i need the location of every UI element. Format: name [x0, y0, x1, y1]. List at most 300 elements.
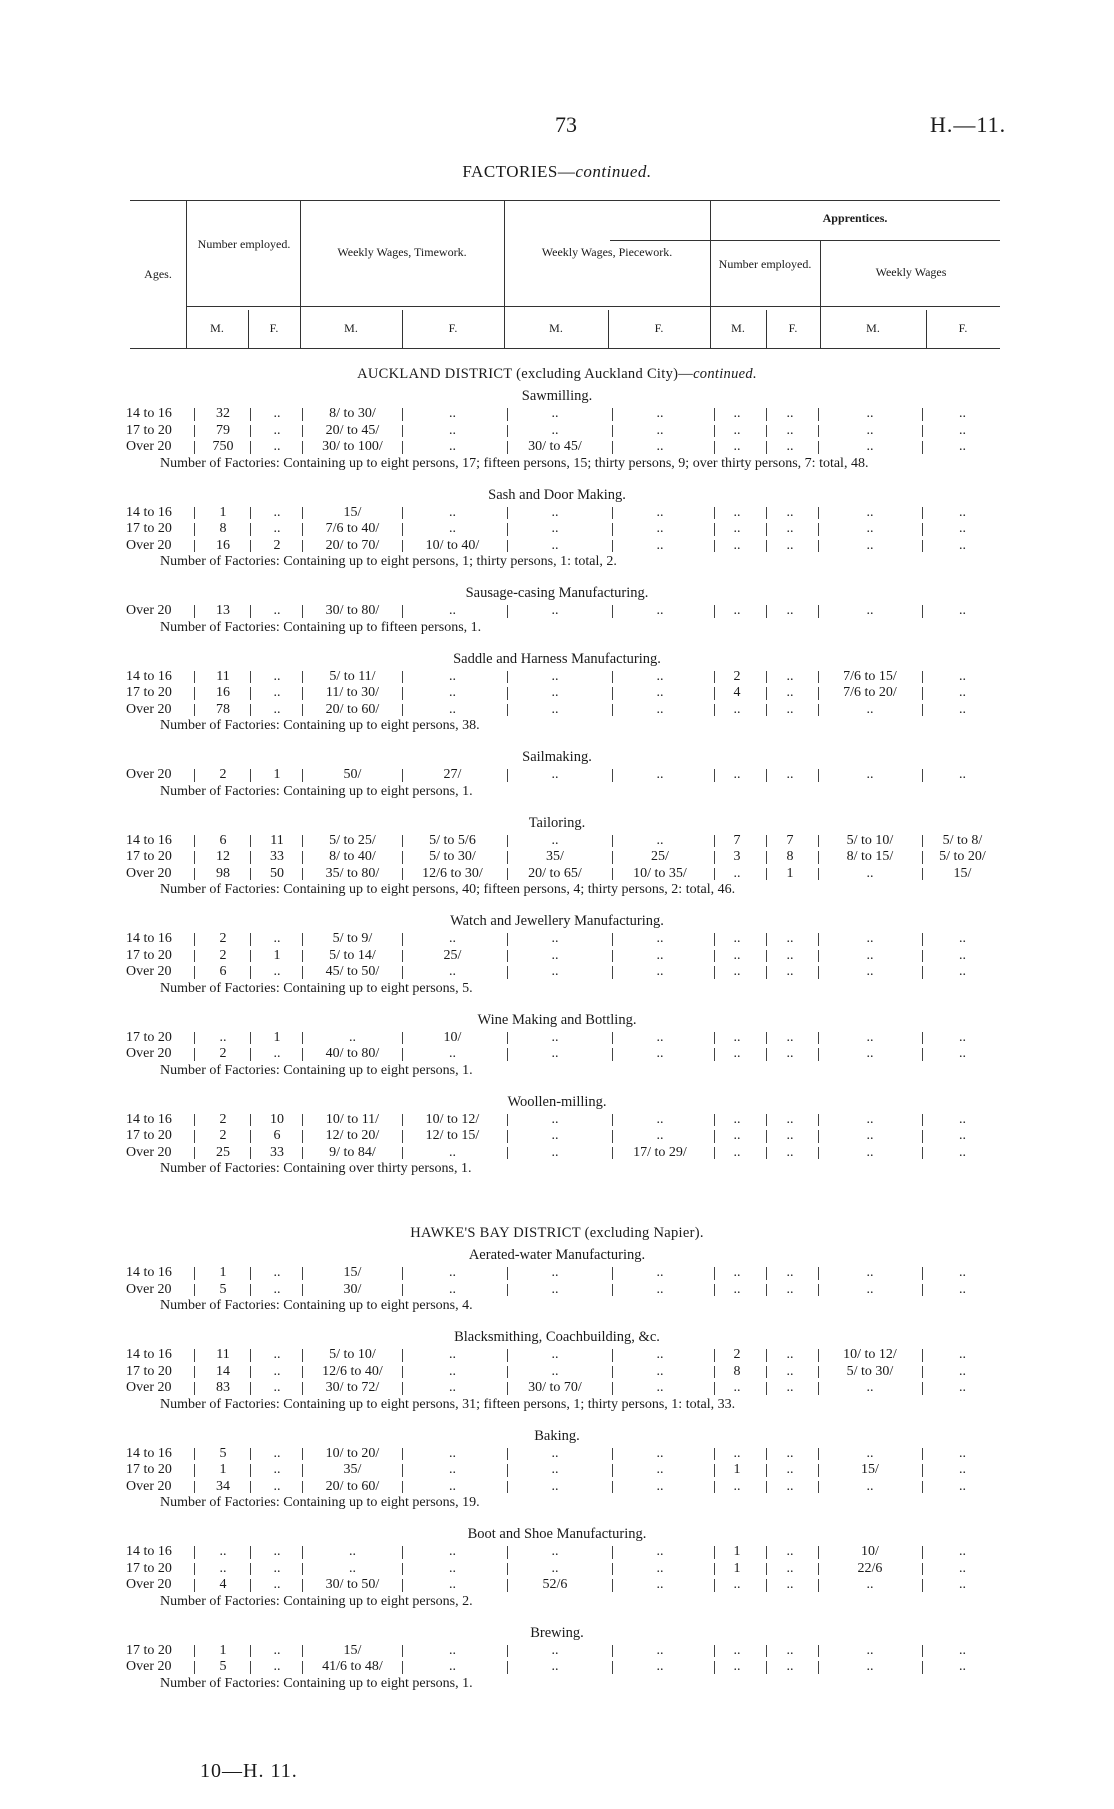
table-row	[0, 1046, 1114, 1063]
table-cell: 1	[786, 865, 794, 881]
table-cell: 7	[786, 832, 794, 848]
table-cell: ..	[551, 521, 559, 536]
table-cell: ..	[733, 504, 741, 520]
table-cell: ..	[273, 504, 281, 520]
age-cell: 17 to 20	[126, 849, 172, 864]
table-cell: 30/ to 72/	[325, 1380, 380, 1395]
table-row	[0, 1561, 1114, 1578]
table-cell: 7	[733, 832, 741, 848]
factories-note: Number of Factories: Containing up to eight persons, 4.	[160, 1298, 473, 1313]
table-cell: ..	[273, 1577, 281, 1592]
table-cell: ..	[866, 931, 874, 946]
table-cell: ..	[733, 1029, 741, 1045]
table-cell: 5	[219, 1659, 227, 1674]
table-cell: 30/ to 70/	[528, 1380, 582, 1395]
table-cell: ..	[656, 521, 664, 536]
table-row	[0, 521, 1114, 538]
table-cell: ..	[656, 439, 664, 454]
table-cell: 12/6 to 30/	[422, 865, 483, 881]
table-cell: ..	[786, 1642, 794, 1658]
table-cell: 16	[216, 537, 230, 553]
table-cell: ..	[733, 931, 741, 946]
table-cell: ..	[786, 1462, 794, 1477]
trade-title: Sawmilling.	[521, 388, 593, 404]
table-cell: 4	[733, 685, 741, 700]
table-cell: 10/	[443, 1029, 462, 1045]
age-cell: Over 20	[126, 1046, 172, 1061]
table-cell: ..	[959, 1445, 966, 1461]
table-cell: ..	[449, 1265, 456, 1280]
table-cell: ..	[273, 1265, 281, 1280]
table-cell: ..	[959, 1046, 966, 1061]
table-cell: 5/ to 8/	[942, 832, 983, 848]
table-cell: ..	[449, 701, 456, 717]
table-cell: ..	[449, 1642, 456, 1658]
table-cell: ..	[786, 1478, 794, 1494]
table-row	[0, 406, 1114, 423]
table-cell: 33	[270, 849, 284, 864]
age-cell: 17 to 20	[126, 1462, 172, 1477]
heading-main: FACTORIES—	[462, 162, 576, 181]
factories-note: Number of Factories: Containing up to eight persons, 40; fifteen persons, 4; thirty persons, 2: total, 46.	[160, 882, 736, 897]
table-cell: ..	[551, 1462, 559, 1477]
table-cell: 10/ to 20/	[325, 1445, 380, 1461]
heading-continued: continued.	[575, 162, 652, 181]
trade-title: Sausage-casing Manufacturing.	[465, 585, 649, 601]
table-cell: 15/	[343, 504, 362, 520]
table-cell: ..	[733, 964, 741, 979]
header-f: F.	[654, 321, 664, 335]
table-cell: ..	[449, 439, 456, 454]
age-cell: 14 to 16	[126, 832, 172, 848]
table-cell: ..	[959, 1265, 966, 1280]
table-cell: ..	[959, 1659, 966, 1674]
table-cell: 3	[733, 849, 741, 864]
table-row	[0, 964, 1114, 981]
age-cell: 14 to 16	[126, 406, 172, 421]
table-cell: ..	[866, 1111, 874, 1127]
table-cell: ..	[551, 537, 559, 553]
table-cell: ..	[866, 1144, 874, 1160]
table-cell: ..	[273, 1363, 281, 1379]
table-cell: ..	[959, 767, 966, 782]
table-cell: 30/	[343, 1281, 362, 1297]
page-number: 73	[555, 112, 577, 137]
table-cell: ..	[656, 1347, 664, 1362]
table-cell: ..	[786, 1544, 794, 1559]
footer-code: 10—H. 11.	[200, 1760, 298, 1782]
trade-title: Brewing.	[530, 1624, 584, 1641]
table-cell: ..	[866, 422, 874, 438]
table-cell: ..	[449, 422, 456, 438]
table-cell: ..	[959, 1281, 966, 1297]
table-cell: 13	[216, 603, 230, 618]
age-cell: Over 20	[126, 603, 172, 618]
table-cell: 30/ to 50/	[325, 1577, 380, 1592]
table-cell: ..	[551, 1544, 559, 1559]
table-row	[0, 948, 1114, 965]
table-cell: 15/	[953, 865, 972, 881]
table-cell: ..	[959, 504, 966, 520]
age-cell: 17 to 20	[126, 1128, 172, 1143]
table-cell: 1	[219, 1642, 227, 1658]
age-cell: 17 to 20	[126, 422, 172, 438]
table-cell: ..	[551, 1478, 559, 1494]
table-cell: ..	[656, 1642, 664, 1658]
table-cell: ..	[959, 1363, 966, 1379]
factories-note: Number of Factories: Containing up to eight persons, 1; thirty persons, 1: total, 2.	[160, 554, 617, 569]
table-cell: ..	[733, 1046, 741, 1061]
table-cell: 41/6 to 48/	[322, 1659, 383, 1674]
table-cell: ..	[733, 1281, 741, 1297]
table-cell: ..	[656, 767, 664, 782]
table-cell: ..	[733, 1144, 741, 1160]
table-cell: ..	[866, 1029, 874, 1045]
age-cell: Over 20	[126, 1577, 172, 1592]
age-cell: 17 to 20	[126, 1363, 172, 1379]
table-cell: ..	[551, 1659, 559, 1674]
factories-note: Number of Factories: Containing up to eight persons, 17; fifteen persons, 15; thirty persons, 9; over thirty persons, 7: total, 48.	[160, 455, 869, 471]
header-m: M.	[549, 321, 563, 335]
table-cell: 2	[219, 1111, 227, 1127]
table-cell: ..	[959, 947, 966, 963]
table-cell: 2	[219, 1046, 227, 1061]
table-cell: ..	[866, 439, 874, 454]
table-cell: ..	[733, 1659, 741, 1674]
table-cell: ..	[656, 832, 664, 848]
table-cell: 9/ to 84/	[329, 1144, 376, 1160]
table-cell: ..	[273, 1659, 281, 1674]
table-cell: 10/ to 40/	[425, 537, 480, 553]
table-cell: ..	[349, 1544, 356, 1559]
table-cell: ..	[656, 1659, 664, 1674]
table-cell: 35/	[546, 849, 564, 864]
age-cell: Over 20	[126, 1659, 172, 1674]
table-cell: 5/ to 11/	[329, 668, 376, 684]
table-cell: ..	[656, 406, 664, 421]
table-cell: ..	[959, 537, 966, 553]
table-cell: ..	[959, 1347, 966, 1362]
table-cell: 10/ to 11/	[325, 1111, 380, 1127]
table-cell: ..	[551, 1144, 559, 1160]
table-cell: ..	[551, 701, 559, 717]
table-cell: 20/ to 60/	[325, 1478, 380, 1494]
table-cell: ..	[733, 439, 741, 454]
table-cell: ..	[551, 668, 559, 684]
table-cell: ..	[551, 1111, 559, 1127]
table-cell: ..	[449, 1363, 456, 1379]
table-cell: ..	[959, 521, 966, 536]
table-cell: ..	[959, 1111, 966, 1127]
table-cell: ..	[733, 1478, 741, 1494]
age-cell: Over 20	[126, 701, 172, 717]
age-cell: 14 to 16	[126, 931, 172, 946]
table-cell: ..	[786, 521, 794, 536]
table-cell: ..	[273, 1462, 281, 1477]
table-cell: 4	[219, 1577, 227, 1592]
table-cell: ..	[656, 504, 664, 520]
table-cell: ..	[656, 1544, 664, 1559]
table-header	[130, 200, 1000, 350]
table-cell: ..	[866, 1265, 874, 1280]
table-cell: 30/ to 80/	[325, 603, 380, 618]
table-cell: ..	[733, 767, 741, 782]
table-cell: ..	[449, 1281, 456, 1297]
district-title-text: HAWKE'S BAY DISTRICT (excluding Napier).	[410, 1225, 704, 1241]
table-cell: 1	[733, 1560, 741, 1576]
table-cell: ..	[449, 1577, 456, 1592]
table-cell: ..	[866, 964, 874, 979]
table-cell: ..	[551, 1046, 559, 1061]
table-cell: ..	[786, 1265, 794, 1280]
age-cell: 14 to 16	[126, 1445, 172, 1461]
table-cell: 14	[216, 1363, 230, 1379]
table-cell: ..	[786, 1347, 794, 1362]
table-cell: ..	[866, 406, 874, 421]
table-cell: ..	[273, 603, 281, 618]
table-cell: ..	[449, 1462, 456, 1477]
table-cell: 11/ to 30/	[325, 685, 380, 700]
table-row	[0, 1145, 1114, 1162]
page-heading	[0, 162, 1114, 182]
table-cell: ..	[656, 422, 664, 438]
factories-note: Number of Factories: Containing up to eight persons, 5.	[160, 980, 473, 996]
age-cell: Over 20	[126, 1478, 172, 1494]
table-row	[0, 1544, 1114, 1561]
table-cell: ..	[733, 947, 741, 963]
table-cell: ..	[786, 685, 794, 700]
table-cell: 5/ to 14/	[329, 947, 376, 963]
table-cell: ..	[959, 668, 966, 684]
table-cell: ..	[866, 767, 874, 782]
table-cell: ..	[786, 1111, 794, 1127]
table-cell: ..	[733, 865, 741, 881]
table-cell: 8/ to 30/	[329, 406, 376, 421]
header-m: M.	[344, 321, 358, 335]
table-cell: ..	[959, 1544, 966, 1559]
age-cell: 17 to 20	[126, 685, 172, 700]
trade-title: Aerated-water Manufacturing.	[468, 1247, 646, 1263]
table-cell: ..	[786, 1560, 794, 1576]
table-row	[0, 1364, 1114, 1381]
table-row	[0, 669, 1114, 686]
trade-title: Tailoring.	[528, 814, 586, 831]
table-cell: ..	[733, 521, 741, 536]
table-row	[0, 1659, 1114, 1676]
table-cell: 2	[733, 1347, 741, 1362]
table-cell: ..	[656, 1478, 664, 1494]
table-cell: ..	[866, 603, 874, 618]
table-cell: ..	[449, 668, 456, 684]
header-f: F.	[269, 321, 279, 335]
age-cell: 14 to 16	[126, 668, 172, 684]
table-cell: ..	[786, 603, 794, 618]
table-cell: 11	[216, 1347, 230, 1362]
table-cell: ..	[551, 504, 559, 520]
table-row	[0, 685, 1114, 702]
table-cell: 10/ to 12/	[425, 1111, 480, 1127]
trade-title: Woollen-milling.	[507, 1093, 607, 1110]
trade-title: Blacksmithing, Coachbuilding, &c.	[454, 1329, 660, 1345]
table-cell: ..	[551, 422, 559, 438]
table-cell: 15/	[861, 1462, 879, 1477]
table-cell: 12	[216, 849, 230, 864]
table-row	[0, 1112, 1114, 1129]
table-cell: ..	[786, 1659, 794, 1674]
table-cell: ..	[866, 537, 874, 553]
table-cell: 25/	[651, 849, 669, 864]
table-cell: 2	[219, 1128, 227, 1143]
table-row	[0, 1282, 1114, 1299]
table-cell: ..	[786, 931, 794, 946]
table-cell: 27/	[443, 767, 462, 782]
table-cell: ..	[786, 422, 794, 438]
table-cell: ..	[551, 1363, 559, 1379]
table-cell: ..	[551, 832, 559, 848]
table-cell: ..	[273, 1046, 281, 1061]
table-cell: 1	[219, 1265, 227, 1280]
table-cell: ..	[786, 537, 794, 553]
table-cell: 32	[216, 406, 230, 421]
header-apprentice-weekly-wages: Weekly Wages	[875, 265, 947, 279]
table-cell: 5	[219, 1281, 227, 1297]
table-cell: ..	[449, 964, 456, 979]
table-cell: ..	[786, 1128, 794, 1143]
table-cell: ..	[733, 701, 741, 717]
table-cell: ..	[449, 1347, 456, 1362]
table-cell: ..	[959, 1560, 966, 1576]
table-cell: ..	[273, 422, 281, 438]
table-cell: 5/ to 25/	[329, 832, 376, 848]
table-cell: 2	[219, 767, 227, 782]
table-cell: 83	[216, 1380, 230, 1395]
table-cell: ..	[786, 668, 794, 684]
table-cell: ..	[656, 1560, 664, 1576]
table-cell: ..	[656, 1029, 664, 1045]
header-f: F.	[958, 321, 968, 335]
table-cell: ..	[273, 931, 281, 946]
table-cell: ..	[551, 1347, 559, 1362]
header-m: M.	[866, 321, 880, 335]
header-ages: Ages.	[144, 267, 172, 281]
table-cell: ..	[866, 1659, 874, 1674]
table-cell: ..	[866, 865, 874, 881]
age-cell: 17 to 20	[126, 947, 172, 963]
table-cell: ..	[959, 422, 966, 438]
table-cell: 6	[219, 964, 227, 979]
table-cell: ..	[551, 1128, 559, 1143]
table-cell: ..	[786, 1281, 794, 1297]
table-cell: ..	[449, 1380, 456, 1395]
table-cell: 1	[219, 504, 227, 520]
table-cell: ..	[449, 1144, 456, 1160]
table-cell: ..	[786, 1046, 794, 1061]
table-cell: ..	[273, 1560, 281, 1576]
table-cell: ..	[959, 685, 966, 700]
table-cell: ..	[866, 947, 874, 963]
table-cell: 1	[733, 1544, 741, 1559]
table-cell: ..	[786, 1029, 794, 1045]
table-cell: 2	[219, 931, 227, 946]
age-cell: 17 to 20	[126, 521, 172, 536]
table-cell: ..	[656, 931, 664, 946]
table-cell: 7/6 to 40/	[325, 521, 380, 536]
header-apprentice-number: Number employed.	[718, 257, 812, 271]
table-cell: ..	[866, 1445, 874, 1461]
table-cell: ..	[959, 964, 966, 979]
table-cell: ..	[733, 1128, 741, 1143]
table-cell: 6	[273, 1128, 281, 1143]
table-cell: ..	[273, 1281, 281, 1297]
age-cell: 17 to 20	[126, 1560, 172, 1576]
table-cell: ..	[449, 1445, 456, 1461]
table-cell: ..	[959, 439, 966, 454]
table-cell: ..	[786, 947, 794, 963]
table-cell: ..	[866, 504, 874, 520]
header-f: F.	[788, 321, 798, 335]
age-cell: 14 to 16	[126, 1265, 172, 1280]
table-cell: 1	[273, 947, 281, 963]
table-cell: ..	[551, 1642, 559, 1658]
table-cell: 20/ to 70/	[325, 537, 380, 553]
age-cell: 14 to 16	[126, 504, 172, 520]
table-cell: 11	[270, 832, 284, 848]
table-row	[0, 439, 1114, 456]
header-m: M.	[210, 321, 224, 335]
table-cell: 2	[219, 947, 227, 963]
document-code: H.—11.	[930, 112, 1007, 137]
table-cell: ..	[959, 603, 966, 618]
table-cell: 7/6 to 20/	[843, 685, 897, 700]
table-row	[0, 931, 1114, 948]
table-cell: 1	[273, 1029, 281, 1045]
table-cell: ..	[449, 504, 456, 520]
table-cell: 5/ to 30/	[429, 849, 476, 864]
table-cell: ..	[219, 1560, 227, 1576]
table-cell: ..	[866, 1281, 874, 1297]
table-row	[0, 1347, 1114, 1364]
table-cell: 1	[733, 1462, 741, 1477]
age-cell: Over 20	[126, 1380, 172, 1395]
table-cell: ..	[551, 685, 559, 700]
table-cell: ..	[551, 947, 559, 963]
table-row	[0, 538, 1114, 555]
table-row	[0, 1128, 1114, 1145]
table-cell: ..	[551, 1281, 559, 1297]
table-cell: ..	[866, 1128, 874, 1143]
table-cell: ..	[273, 1478, 281, 1494]
table-cell: 50	[270, 865, 284, 881]
table-cell: ..	[733, 537, 741, 553]
table-row	[0, 1643, 1114, 1660]
table-cell: ..	[449, 521, 456, 536]
district-title-continued: continued.	[693, 366, 757, 382]
table-cell: ..	[656, 947, 664, 963]
table-cell: 5/ to 30/	[846, 1363, 894, 1379]
header-apprentices: Apprentices.	[822, 211, 888, 225]
table-cell: ..	[959, 701, 966, 717]
table-cell: ..	[449, 1659, 456, 1674]
table-cell: ..	[656, 685, 664, 700]
age-cell: 14 to 16	[126, 1111, 172, 1127]
table-cell: 10/ to 35/	[633, 865, 687, 881]
table-cell: ..	[866, 1642, 874, 1658]
table-cell: 7/6 to 15/	[843, 668, 897, 684]
table-cell: 2	[273, 537, 281, 553]
table-cell: ..	[273, 1642, 281, 1658]
table-row	[0, 702, 1114, 719]
table-row	[0, 849, 1114, 866]
